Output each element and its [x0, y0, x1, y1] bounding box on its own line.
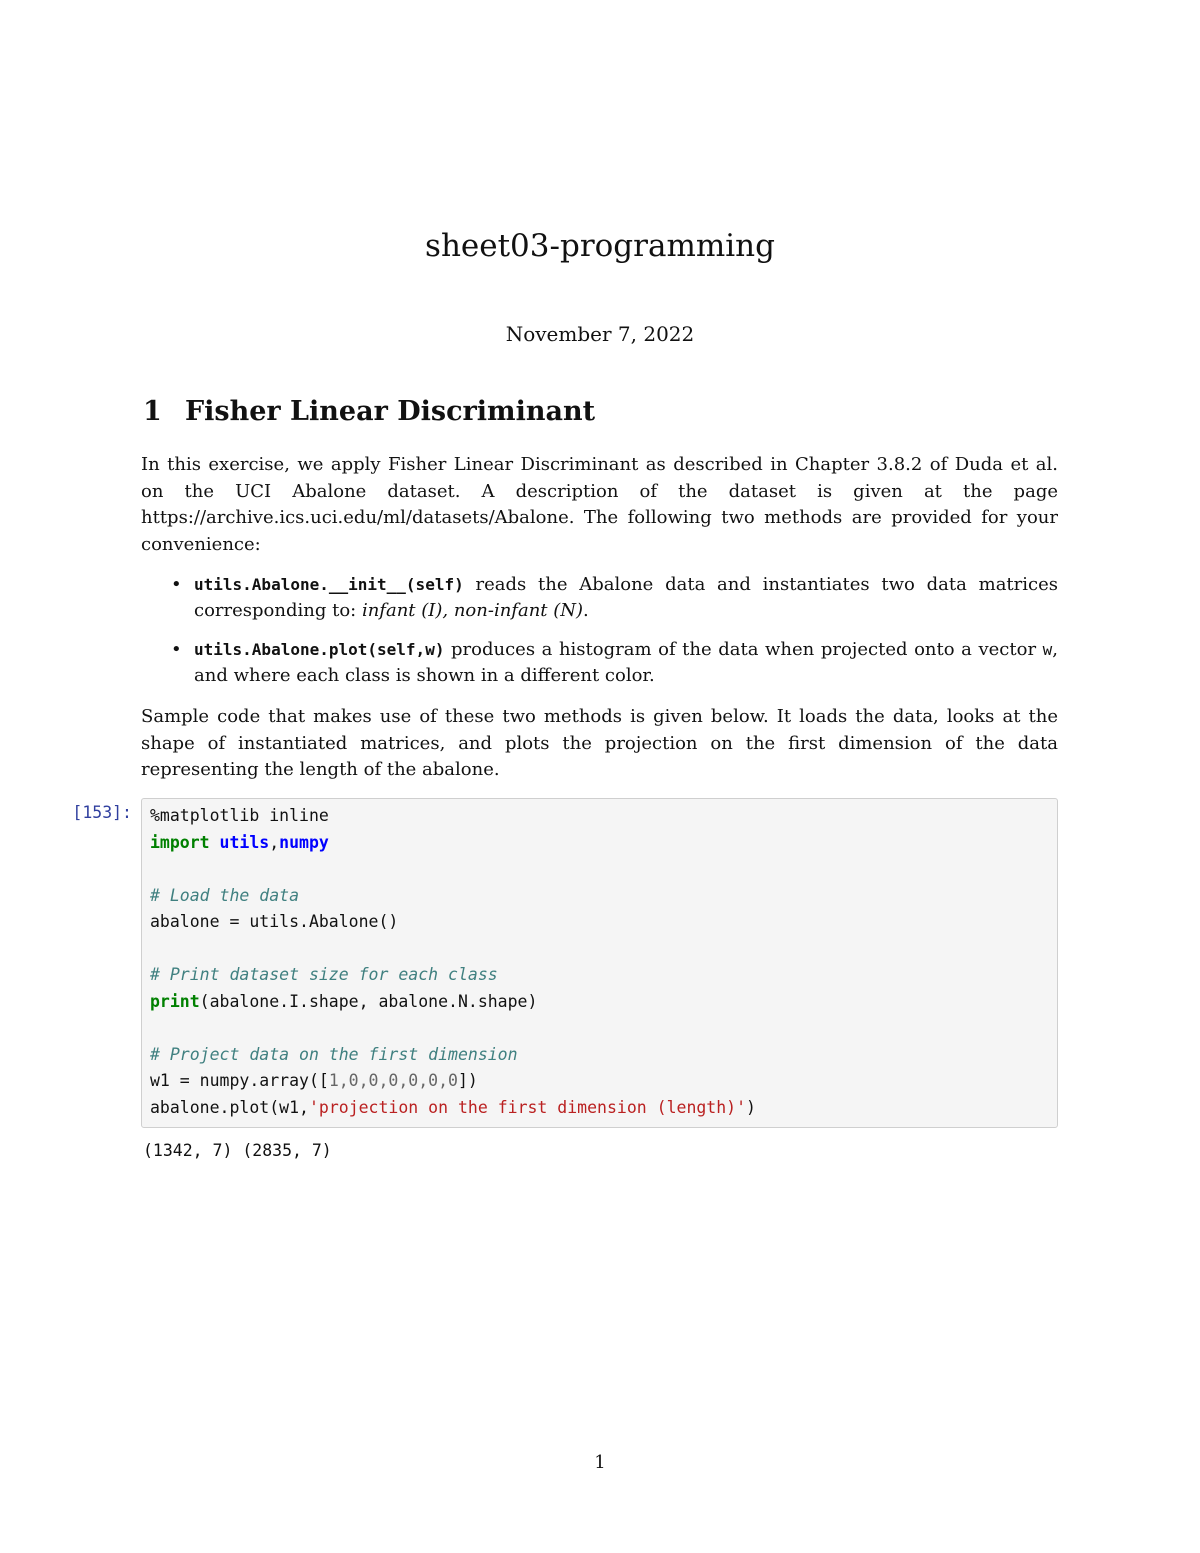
code-line: (abalone.I.shape, abalone.N.shape) — [199, 991, 538, 1011]
code-separator: , — [269, 832, 280, 852]
code-line: %matplotlib inline — [150, 806, 329, 825]
code-comment: # Project data on the first dimension — [150, 1044, 518, 1064]
code-numbers: 1,0,0,0,0,0,0 — [328, 1071, 458, 1090]
bullet-icon: • — [171, 639, 182, 660]
bullet-icon: • — [171, 574, 182, 595]
code-module: utils — [219, 832, 270, 852]
method-description-end: . — [583, 600, 589, 621]
code-string: 'projection on the first dimension (length)' — [308, 1097, 747, 1117]
code-line: abalone.plot(w1, — [150, 1097, 309, 1117]
method-description: produces a histogram of the data when projected onto a vector — [444, 639, 1043, 660]
method-list-item — [141, 637, 1058, 689]
code-cell[interactable] — [141, 798, 1058, 1128]
method-signature: utils.Abalone.plot(self,w) — [194, 640, 445, 659]
code-comment: # Print dataset size for each class — [150, 965, 498, 984]
method-classes: infant (I), non-infant (N) — [361, 600, 584, 621]
document-title: sheet03-programming — [425, 228, 775, 264]
code-line: w1 = numpy.array([ — [150, 1071, 329, 1090]
method-signature: utils.Abalone.__init__(self) — [194, 575, 464, 594]
vector-name: w — [1042, 640, 1053, 659]
section-heading — [143, 396, 595, 427]
method-description-end: , and where each class is shown in a different color. — [194, 639, 1058, 686]
intro-paragraph: In this exercise, we apply Fisher Linear Discriminant as described in Chapter 3.8.2 of Duda et al. on the UCI Abalone dataset. A description of the dataset is given at the page https://archive.ics.uci.edu/ml/datasets/Abalone. The following two methods are provided for your convenience: — [141, 454, 1058, 555]
code-line-end: ]) — [457, 1071, 478, 1090]
code-keyword: import — [150, 832, 210, 852]
cell-prompt: [153]: — [72, 803, 132, 822]
method-list — [141, 572, 1058, 702]
method-description: reads the Abalone data and instantiates two data matrices corresponding to: — [194, 574, 1058, 621]
sample-code-paragraph: Sample code that makes use of these two methods is given below. It loads the data, looks at the shape of instantiated matrices, and plots the projection on the first dimension of the data representing the length of the abalone. — [141, 706, 1058, 780]
code-builtin: print — [150, 991, 200, 1011]
code-module: numpy — [279, 832, 329, 852]
code-block — [142, 799, 1057, 1125]
method-list-item — [141, 572, 1058, 624]
page-number: 1 — [594, 1452, 606, 1473]
section-number: 1 — [143, 396, 162, 427]
code-line-end: ) — [746, 1097, 756, 1117]
document-date: November 7, 2022 — [505, 322, 695, 346]
code-comment: # Load the data — [150, 885, 300, 905]
code-line: abalone = utils.Abalone() — [150, 912, 399, 931]
cell-output: (1342, 7) (2835, 7) — [143, 1141, 332, 1160]
section-title: Fisher Linear Discriminant — [185, 396, 596, 427]
